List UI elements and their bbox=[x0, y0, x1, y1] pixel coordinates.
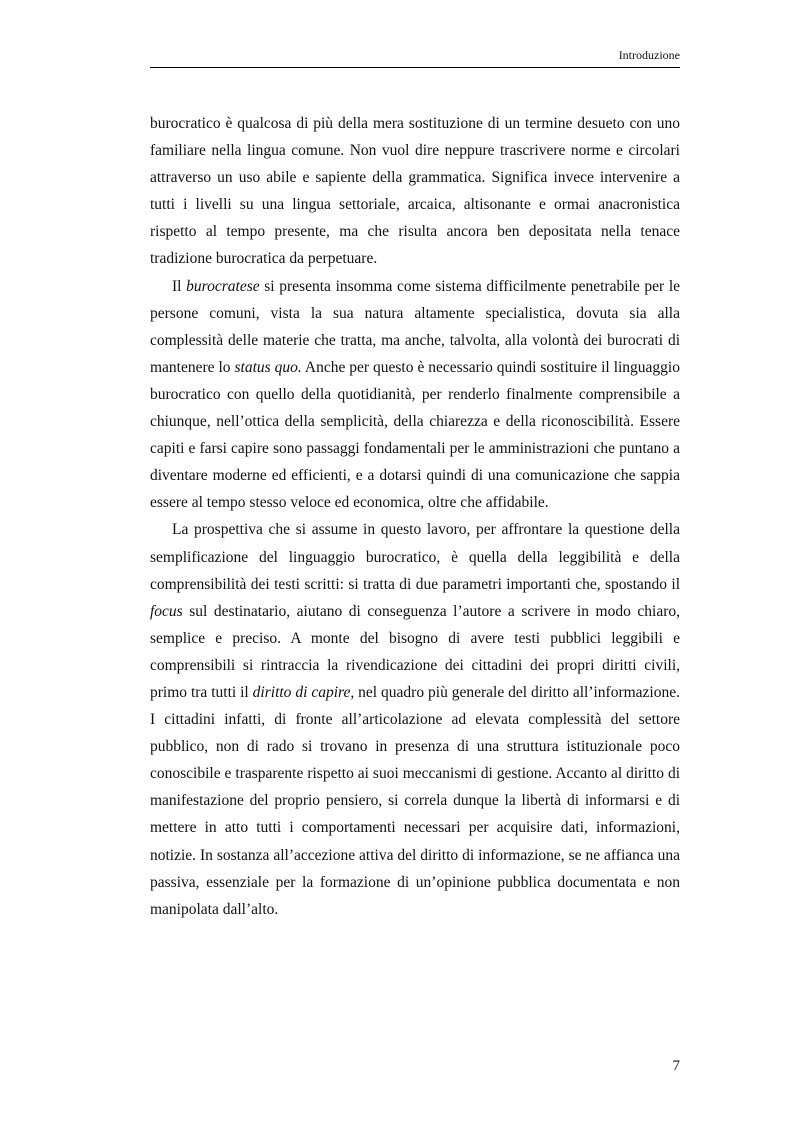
paragraph-2 bbox=[150, 273, 680, 517]
paragraph-3-part-5: nel quadro più generale del diritto all’informazione. I cittadini infatti, di fronte all’articolazione ad elevata complessità del settore pubblico, non di rado si trovano in presenza di una struttura istituzionale poco conoscibile e trasparente rispetto ai suoi meccanismi di gestione. Accanto al diritto di manifestazione del proprio pensiero, si correla dunque la libertà di informarsi e di mettere in atto tutti i comportamenti necessari per acquisire dati, informazioni, notizie. In sostanza all’accezione attiva del diritto di informazione, se ne affianca una passiva, essenziale per la formazione di un’opinione pubblica documentata e non manipolata dall’alto. bbox=[150, 683, 680, 918]
body-text bbox=[150, 110, 680, 923]
paragraph-3 bbox=[150, 516, 680, 922]
paragraph-2-italic-status-quo: status quo. bbox=[234, 358, 302, 376]
paragraph-3-italic-diritto-di-capire: diritto di capire, bbox=[252, 683, 355, 701]
paragraph-1 bbox=[150, 110, 680, 273]
paragraph-3-italic-focus: focus bbox=[150, 602, 183, 620]
header-title: Introduzione bbox=[618, 48, 680, 62]
paragraph-2-part-1: Il bbox=[172, 277, 187, 295]
paragraph-3-part-1: La prospettiva che si assume in questo lavoro, per affrontare la questione della semplificazione del linguaggio burocratico, è quella della leggibilità e della comprensibilità dei testi scritti: si tratta di due parametri importanti che, spostando il bbox=[150, 521, 680, 593]
paragraph-2-part-3: si presenta insomma come sistema difficilmente penetrabile per le persone comuni, vista la sua natura altamente specialistica, dovuta sia alla complessità delle materie che tratta, ma anche, talvolta, alla volontà dei burocrati di mantenere lo bbox=[150, 277, 681, 376]
paragraph-3-part-3: sul destinatario, aiutano di conseguenza l’autore a scrivere in modo chiaro, semplice e preciso. A monte del bisogno di avere testi pubblici leggibili e comprensibili si rintraccia la rivendicazione dei cittadini dei propri diritti civili, primo tra tutti il bbox=[150, 602, 680, 701]
paragraph-1-part-1: burocratico è qualcosa di più della mera sostituzione di un termine desueto con uno familiare nella lingua comune. Non vuol dire neppure trascrivere norme e circolari attraverso un uso abile e sapiente della grammatica. Significa invece intervenire a tutti i livelli su una lingua settoriale, arcaica, altisonante e ormai anacronistica rispetto al tempo presente, ma che risulta ancora ben depositata nella tenace tradizione burocratica da perpetuare. bbox=[150, 115, 680, 268]
page-number: 7 bbox=[672, 1058, 680, 1074]
paragraph-2-italic-burocratese: burocratese bbox=[186, 277, 260, 295]
paragraph-2-part-5: Anche per questo è necessario quindi sostituire il linguaggio burocratico con quello della quotidianità, per renderlo finalmente comprensibile a chiunque, nell’ottica della semplicità, della chiarezza e della riconoscibilità. Essere capiti e farsi capire sono passaggi fondamentali per le amministrazioni che puntano a diventare moderne ed efficienti, e a dotarsi quindi di una comunicazione che sappia essere al tempo stesso veloce ed economica, oltre che affidabile. bbox=[150, 358, 680, 512]
running-header bbox=[150, 46, 680, 68]
